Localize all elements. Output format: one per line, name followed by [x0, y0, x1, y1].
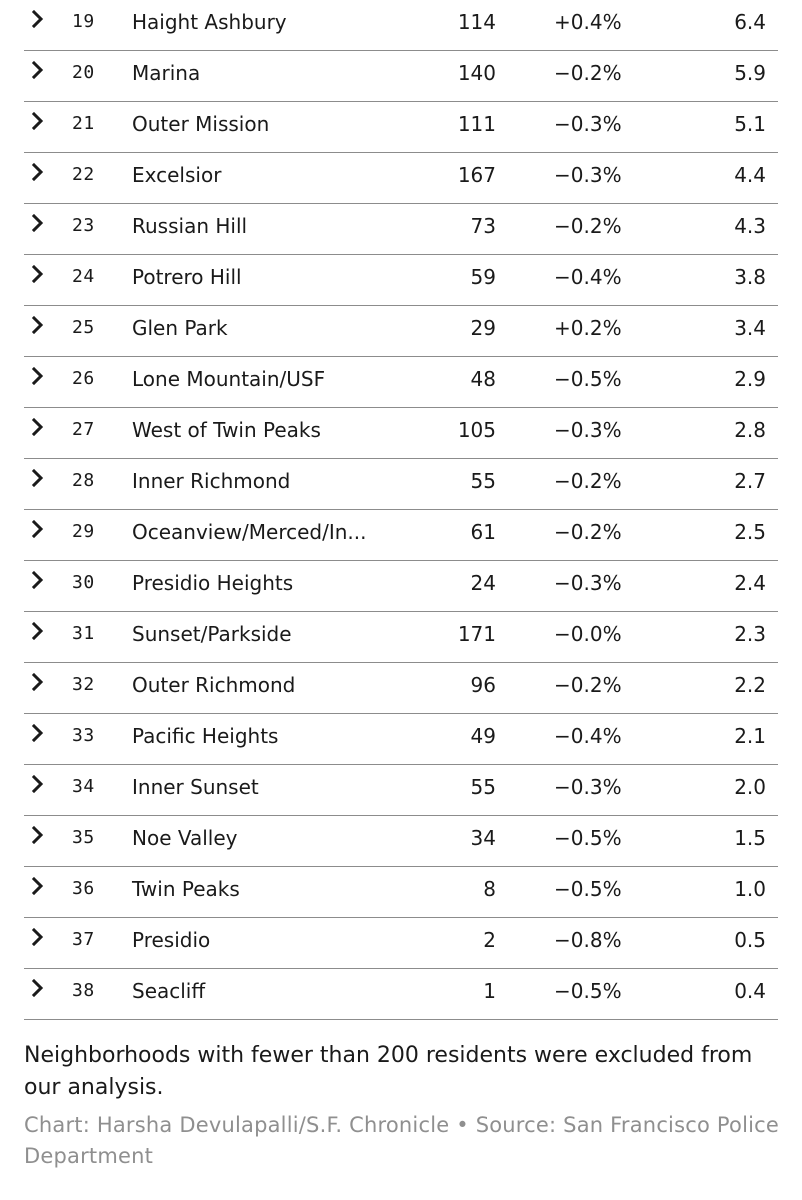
neighborhood-name: Inner Sunset	[132, 775, 259, 799]
neighborhood-name: Haight Ashbury	[132, 10, 287, 34]
rank-cell: 22	[72, 164, 95, 185]
rate-cell: 0.5	[734, 928, 766, 952]
count-cell: 59	[470, 265, 496, 289]
rate-cell: 1.5	[734, 826, 766, 850]
neighborhood-name: Pacific Heights	[132, 724, 279, 748]
rate-cell: 0.4	[734, 979, 766, 1003]
change-cell: −0.2%	[554, 469, 622, 493]
rank-cell: 31	[72, 623, 95, 644]
neighborhood-name: Twin Peaks	[132, 877, 240, 901]
chevron-right-icon[interactable]	[30, 612, 46, 656]
rate-cell: 2.3	[734, 622, 766, 646]
table-row[interactable]	[24, 153, 778, 204]
rank-cell: 30	[72, 572, 95, 593]
count-cell: 55	[470, 469, 496, 493]
change-cell: −0.5%	[554, 367, 622, 391]
chevron-right-icon[interactable]	[30, 102, 46, 146]
change-cell: −0.3%	[554, 163, 622, 187]
chevron-right-icon[interactable]	[30, 918, 46, 962]
rank-cell: 32	[72, 674, 95, 695]
rank-cell: 33	[72, 725, 95, 746]
count-cell: 73	[470, 214, 496, 238]
count-cell: 171	[457, 622, 496, 646]
rank-cell: 20	[72, 62, 95, 83]
neighborhood-name: Glen Park	[132, 316, 228, 340]
count-cell: 48	[470, 367, 496, 391]
rate-cell: 2.9	[734, 367, 766, 391]
rate-cell: 2.8	[734, 418, 766, 442]
neighborhood-name: Outer Richmond	[132, 673, 296, 697]
table-row[interactable]	[24, 306, 778, 357]
table-row[interactable]	[24, 51, 778, 102]
chevron-right-icon[interactable]	[30, 561, 46, 605]
neighborhood-name: Noe Valley	[132, 826, 238, 850]
rank-cell: 24	[72, 266, 95, 287]
neighborhood-name: Oceanview/Merced/In...	[132, 520, 367, 544]
count-cell: 114	[457, 10, 496, 34]
table-row[interactable]	[24, 714, 778, 765]
change-cell: −0.5%	[554, 979, 622, 1003]
rank-cell: 36	[72, 878, 95, 899]
rank-cell: 21	[72, 113, 95, 134]
neighborhood-name: Excelsior	[132, 163, 222, 187]
change-cell: −0.4%	[554, 265, 622, 289]
chevron-right-icon[interactable]	[30, 204, 46, 248]
rank-cell: 34	[72, 776, 95, 797]
chevron-right-icon[interactable]	[30, 51, 46, 95]
chevron-right-icon[interactable]	[30, 306, 46, 350]
chevron-right-icon[interactable]	[30, 255, 46, 299]
chevron-right-icon[interactable]	[30, 459, 46, 503]
rank-cell: 38	[72, 980, 95, 1001]
neighborhood-name: Marina	[132, 61, 201, 85]
chevron-right-icon[interactable]	[30, 816, 46, 860]
rate-cell: 2.1	[734, 724, 766, 748]
rate-cell: 2.7	[734, 469, 766, 493]
change-cell: −0.2%	[554, 61, 622, 85]
table-row[interactable]	[24, 255, 778, 306]
chevron-right-icon[interactable]	[30, 357, 46, 401]
table-row[interactable]	[24, 357, 778, 408]
change-cell: −0.5%	[554, 826, 622, 850]
table-row[interactable]	[24, 204, 778, 255]
neighborhood-name: Sunset/Parkside	[132, 622, 292, 646]
neighborhood-table	[24, 0, 778, 1020]
rank-cell: 28	[72, 470, 95, 491]
change-cell: −0.8%	[554, 928, 622, 952]
change-cell: −0.3%	[554, 418, 622, 442]
rate-cell: 5.1	[734, 112, 766, 136]
table-row[interactable]	[24, 867, 778, 918]
change-cell: +0.2%	[554, 316, 622, 340]
count-cell: 29	[470, 316, 496, 340]
rate-cell: 4.3	[734, 214, 766, 238]
change-cell: −0.2%	[554, 214, 622, 238]
rank-cell: 35	[72, 827, 95, 848]
count-cell: 2	[483, 928, 496, 952]
count-cell: 167	[457, 163, 496, 187]
change-cell: −0.0%	[554, 622, 622, 646]
neighborhood-name: Inner Richmond	[132, 469, 291, 493]
table-row[interactable]	[24, 510, 778, 561]
rank-cell: 25	[72, 317, 95, 338]
table-row[interactable]	[24, 561, 778, 612]
count-cell: 61	[470, 520, 496, 544]
count-cell: 105	[457, 418, 496, 442]
chevron-right-icon[interactable]	[30, 867, 46, 911]
count-cell: 140	[457, 61, 496, 85]
rate-cell: 1.0	[734, 877, 766, 901]
chevron-right-icon[interactable]	[30, 153, 46, 197]
rank-cell: 29	[72, 521, 95, 542]
change-cell: −0.3%	[554, 775, 622, 799]
rate-cell: 2.0	[734, 775, 766, 799]
table-row[interactable]	[24, 663, 778, 714]
change-cell: −0.4%	[554, 724, 622, 748]
neighborhood-name: Russian Hill	[132, 214, 248, 238]
rank-cell: 26	[72, 368, 95, 389]
count-cell: 1	[483, 979, 496, 1003]
chevron-right-icon[interactable]	[30, 969, 46, 1013]
chevron-right-icon[interactable]	[30, 765, 46, 809]
neighborhood-name: Outer Mission	[132, 112, 270, 136]
count-cell: 8	[483, 877, 496, 901]
count-cell: 111	[457, 112, 496, 136]
chevron-right-icon[interactable]	[30, 714, 46, 758]
rate-cell: 2.2	[734, 673, 766, 697]
rate-cell: 3.4	[734, 316, 766, 340]
count-cell: 96	[470, 673, 496, 697]
chevron-right-icon[interactable]	[30, 663, 46, 707]
neighborhood-name: Seacliff	[132, 979, 206, 1003]
rate-cell: 6.4	[734, 10, 766, 34]
chevron-right-icon[interactable]	[30, 510, 46, 554]
table-row[interactable]	[24, 816, 778, 867]
footnote: Neighborhoods with fewer than 200 residents were excluded from our analysis.	[24, 1043, 753, 1100]
count-cell: 34	[470, 826, 496, 850]
neighborhood-name: Potrero Hill	[132, 265, 242, 289]
neighborhood-name: West of Twin Peaks	[132, 418, 321, 442]
rank-cell: 23	[72, 215, 95, 236]
rate-cell: 2.5	[734, 520, 766, 544]
rank-cell: 19	[72, 11, 95, 32]
rate-cell: 4.4	[734, 163, 766, 187]
change-cell: −0.3%	[554, 112, 622, 136]
neighborhood-name: Lone Mountain/USF	[132, 367, 326, 391]
change-cell: −0.5%	[554, 877, 622, 901]
neighborhood-name: Presidio Heights	[132, 571, 294, 595]
count-cell: 24	[470, 571, 496, 595]
rate-cell: 2.4	[734, 571, 766, 595]
neighborhood-name: Presidio	[132, 928, 211, 952]
table-row[interactable]	[24, 612, 778, 663]
count-cell: 55	[470, 775, 496, 799]
chevron-right-icon[interactable]	[30, 408, 46, 452]
table-row[interactable]	[24, 102, 778, 153]
table-row[interactable]	[24, 0, 778, 51]
rate-cell: 3.8	[734, 265, 766, 289]
count-cell: 49	[470, 724, 496, 748]
table-row[interactable]	[24, 969, 778, 1020]
change-cell: −0.3%	[554, 571, 622, 595]
rate-cell: 5.9	[734, 61, 766, 85]
table-row[interactable]	[24, 918, 778, 969]
change-cell: +0.4%	[554, 10, 622, 34]
chevron-right-icon[interactable]	[30, 0, 46, 44]
change-cell: −0.2%	[554, 520, 622, 544]
rank-cell: 37	[72, 929, 95, 950]
table-row[interactable]	[24, 765, 778, 816]
chart-credit: Chart: Harsha Devulapalli/S.F. Chronicle • Source: San Francisco Police Department	[24, 1113, 780, 1168]
rank-cell: 27	[72, 419, 95, 440]
change-cell: −0.2%	[554, 673, 622, 697]
table-row[interactable]	[24, 459, 778, 510]
table-row[interactable]	[24, 408, 778, 459]
